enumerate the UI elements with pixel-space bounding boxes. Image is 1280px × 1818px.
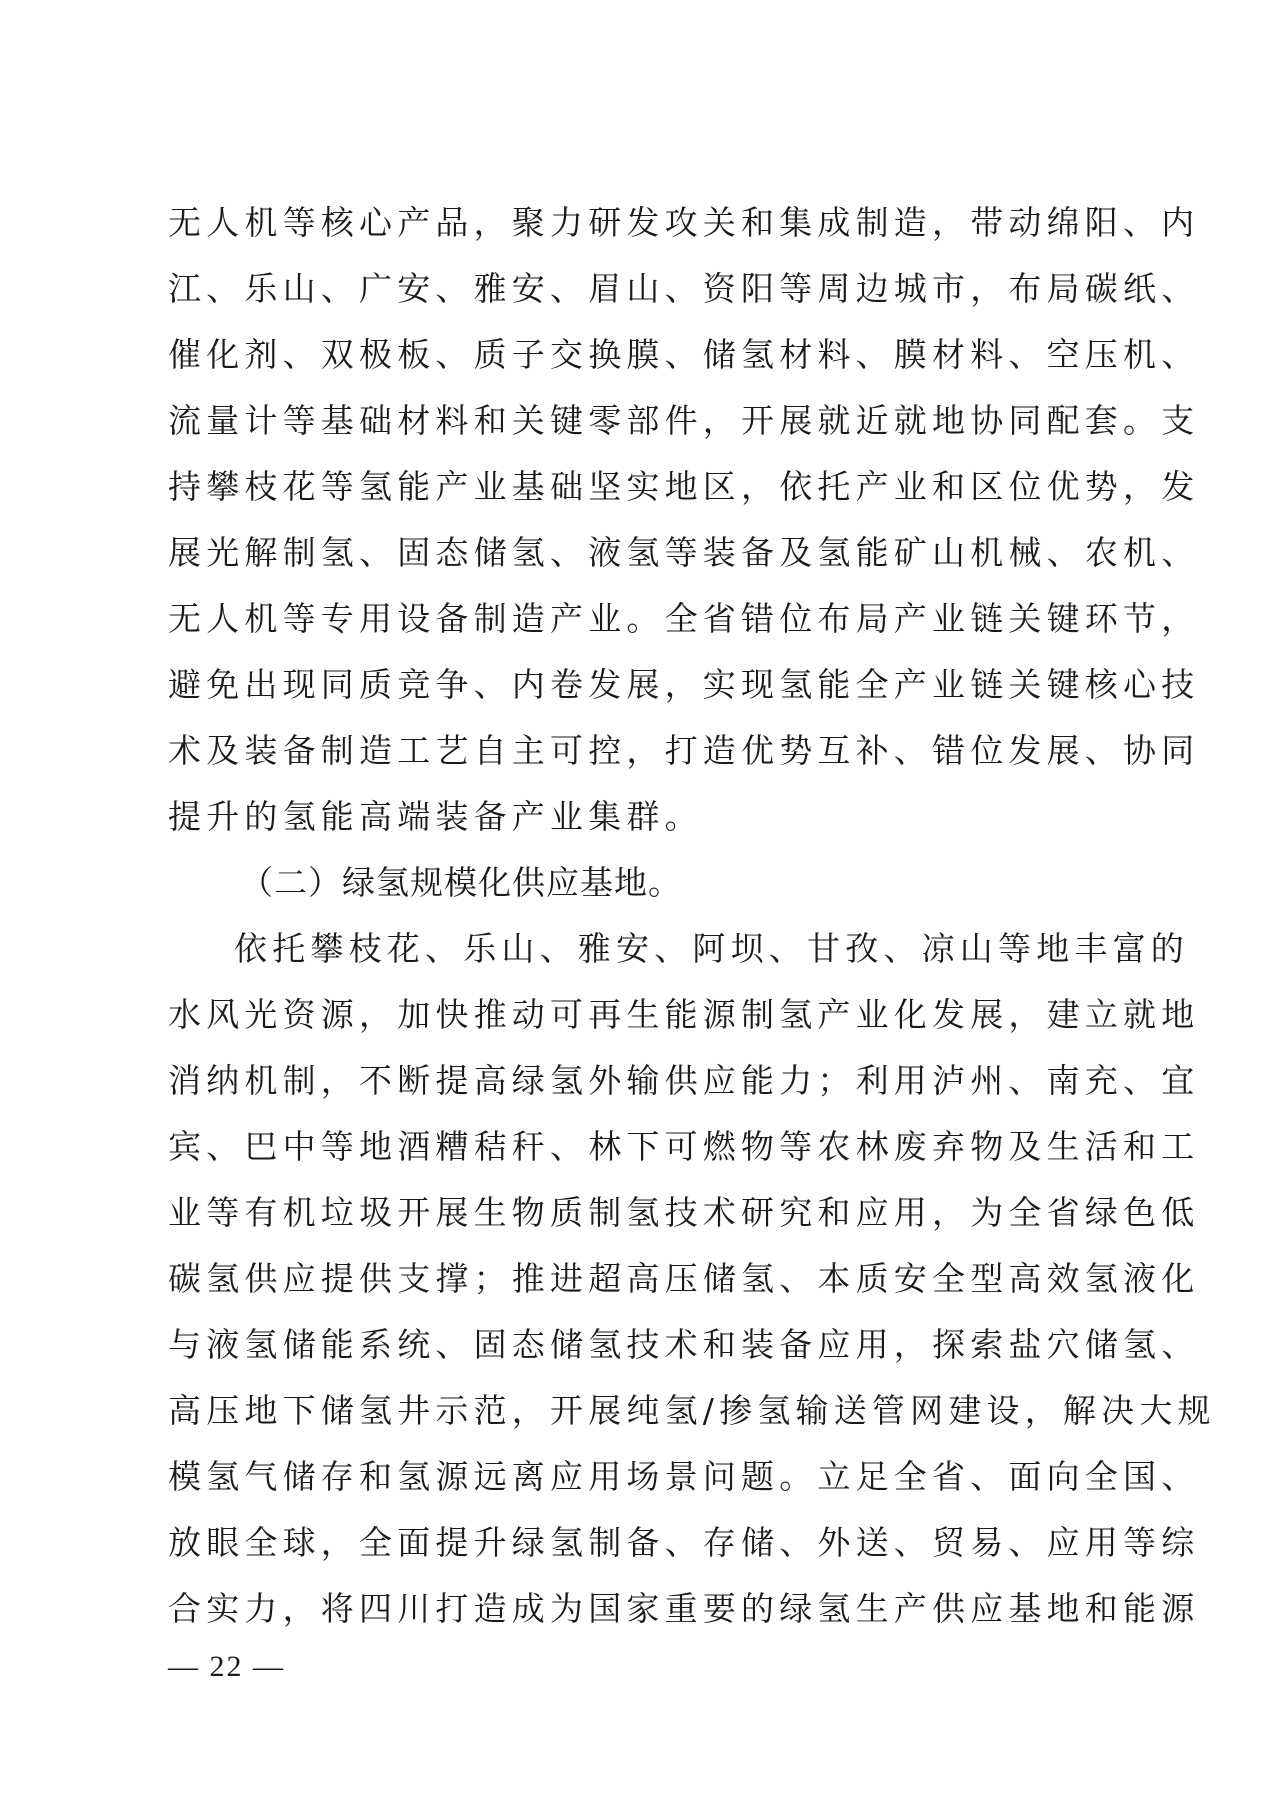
paragraph-2-line-4: 宾、巴中等地酒糟秸秆、林下可燃物等农林废弃物及生活和工	[168, 1127, 1200, 1166]
paragraph-2-line-11: 合实力，将四川打造成为国家重要的绿氢生产供应基地和能源	[168, 1589, 1200, 1628]
paragraph-2-line-9: 模氢气储存和氢源远离应用场景问题。立足全省、面向全国、	[168, 1457, 1200, 1496]
paragraph-2-line-5: 业等有机垃圾开展生物质制氢技术研究和应用，为全省绿色低	[168, 1193, 1200, 1232]
paragraph-1-line-1: 无人机等核心产品，聚力研发攻关和集成制造，带动绵阳、内	[168, 203, 1200, 242]
paragraph-2-line-3: 消纳机制，不断提高绿氢外输供应能力；利用泸州、南充、宜	[168, 1061, 1200, 1100]
paragraph-2-line-10: 放眼全球，全面提升绿氢制备、存储、外送、贸易、应用等综	[168, 1523, 1200, 1562]
paragraph-2-line-7: 与液氢储能系统、固态储氢技术和装备应用，探索盐穴储氢、	[168, 1325, 1200, 1364]
paragraph-1-line-2: 江、乐山、广安、雅安、眉山、资阳等周边城市，布局碳纸、	[168, 269, 1200, 308]
paragraph-2-line-8: 高压地下储氢井示范，开展纯氢/掺氢输送管网建设，解决大规	[168, 1391, 1216, 1430]
paragraph-1-line-6: 展光解制氢、固态储氢、液氢等装备及氢能矿山机械、农机、	[168, 533, 1200, 572]
section-heading: （二）绿氢规模化供应基地。	[240, 863, 682, 902]
paragraph-1-line-4: 流量计等基础材料和关键零部件，开展就近就地协同配套。支	[168, 401, 1200, 440]
paragraph-1-line-8: 避免出现同质竞争、内卷发展，实现氢能全产业链关键核心技	[168, 665, 1200, 704]
paragraph-1-line-7: 无人机等专用设备制造产业。全省错位布局产业链关键环节，	[168, 599, 1200, 638]
paragraph-2-line-6: 碳氢供应提供支撑；推进超高压储氢、本质安全型高效氢液化	[168, 1259, 1200, 1298]
paragraph-1-line-10: 提升的氢能高端装备产业集群。	[168, 797, 703, 836]
paragraph-2-line-2: 水风光资源，加快推动可再生能源制氢产业化发展，建立就地	[168, 995, 1200, 1034]
page-number: — 22 —	[168, 1650, 285, 1683]
paragraph-1-line-3: 催化剂、双极板、质子交换膜、储氢材料、膜材料、空压机、	[168, 335, 1200, 374]
paragraph-1-line-5: 持攀枝花等氢能产业基础坚实地区，依托产业和区位优势，发	[168, 467, 1200, 506]
paragraph-2-line-1: 依托攀枝花、乐山、雅安、阿坝、甘孜、凉山等地丰富的	[234, 929, 1189, 968]
paragraph-1-line-9: 术及装备制造工艺自主可控，打造优势互补、错位发展、协同	[168, 731, 1200, 770]
